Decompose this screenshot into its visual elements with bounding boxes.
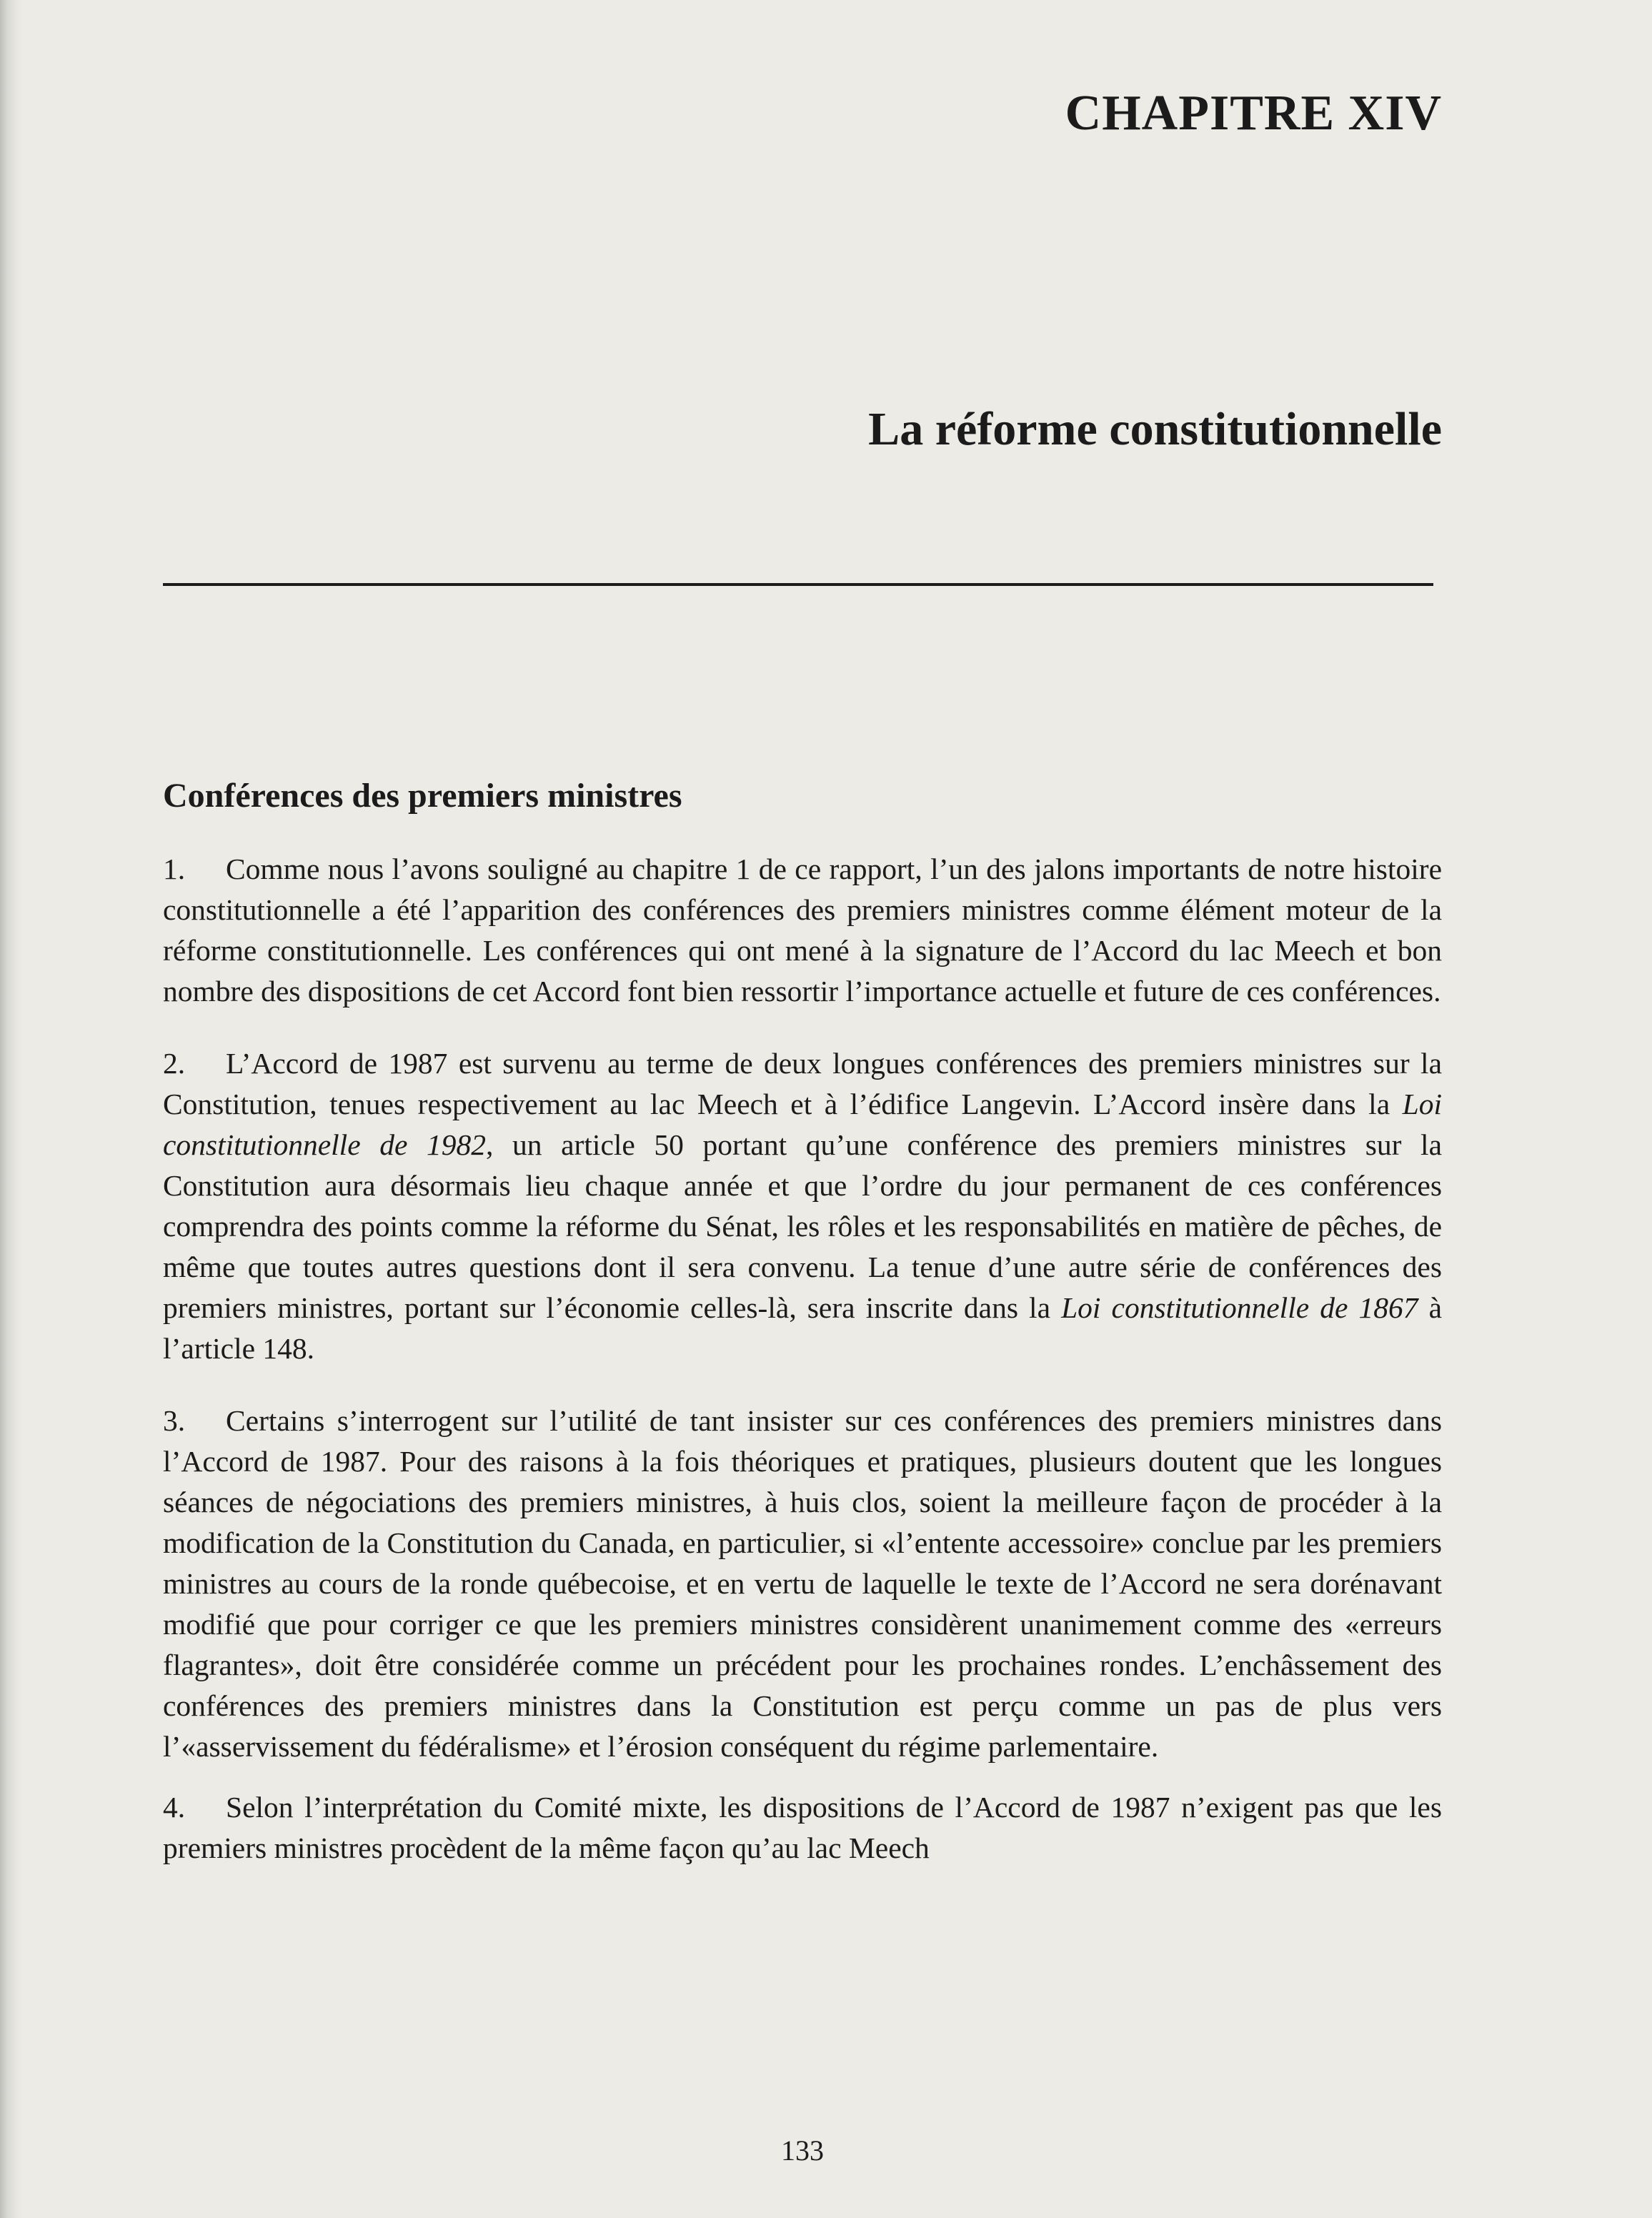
paragraph-text: Comme nous l’avons souligné au chapitre 1 de ce rapport, l’un des jalons importants de notre histoire constitutionnelle a été l’apparition des conférences des premiers ministres comme élément moteur de la réforme constitutionnelle. Les conférences qui ont mené à la signature de l’Accord du lac Meech et bon nombre des dispositions de cet Accord font bien ressortir l’importance actuelle et future de ces conférences. <box>163 852 1442 1008</box>
paragraph-text: L’Accord de 1987 est survenu au terme de deux longues conférences des premiers ministres sur la Constitution, tenues respectivement au lac Meech et à l’édifice Langevin. L’Accord insère dans la <box>163 1047 1442 1120</box>
paragraph-number: 1. <box>163 852 186 885</box>
paragraph-1 <box>163 849 1442 1012</box>
paragraph-text: , un article 50 portant qu’une conférence des premiers ministres sur la Constitution aura désormais lieu chaque année et que l’ordre du jour permanent de ces conférences comprendra des points comme la réforme du Sénat, les rôles et les responsabilités en matière de pêches, de même que toutes autres questions dont il sera convenu. La tenue d’une autre série de conférences des premiers ministres, portant sur l’économie celles-là, sera inscrite dans la <box>163 1128 1442 1324</box>
paragraph-2 <box>163 1043 1442 1369</box>
law-title: Loi constitutionnelle de 1982 <box>163 1088 1442 1161</box>
paragraph-3 <box>163 1401 1442 1767</box>
section-heading: Conférences des premiers ministres <box>163 777 682 815</box>
chapter-label: CHAPITRE XIV <box>1065 86 1442 141</box>
chapter-title: La réforme constitutionnelle <box>868 403 1442 455</box>
paragraph-4 <box>163 1787 1442 1869</box>
binding-edge <box>0 0 21 2218</box>
page-number: 133 <box>781 2134 824 2167</box>
law-title: Loi constitutionnelle de 1867 <box>1061 1291 1418 1324</box>
paragraph-number: 2. <box>163 1047 186 1080</box>
title-divider <box>163 583 1433 586</box>
paragraph-number: 3. <box>163 1404 186 1437</box>
paragraph-number: 4. <box>163 1791 186 1824</box>
paragraph-text: à l’article 148. <box>163 1291 1443 1365</box>
paragraph-text: Selon l’interprétation du Comité mixte, les dispositions de l’Accord de 1987 n’exigent pas que les premiers ministres procèdent de la même façon qu’au lac Meech <box>163 1791 1442 1864</box>
body-text <box>163 849 1442 1900</box>
paragraph-text: Certains s’interrogent sur l’utilité de tant insister sur ces conférences des premiers ministres dans l’Accord de 1987. Pour des raisons à la fois théoriques et pratiques, plusieurs doutent que les longues séances de négociations des premiers ministres, à huis clos, soient la meilleure façon de procéder à la modification de la Constitution du Canada, en particulier, si «l’entente accessoire» conclue par les premiers ministres au cours de la ronde québecoise, et en vertu de laquelle le texte de l’Accord ne sera dorénavant modifié que pour corriger ce que les premiers ministres considèrent unanimement comme des «erreurs flagrantes», doit être considérée comme un précédent pour les prochaines rondes. L’enchâssement des conférences des premiers ministres dans la Constitution est perçu comme un pas de plus vers l’«asservissement du fédéralisme» et l’érosion conséquent du régime parlementaire. <box>163 1404 1442 1763</box>
document-page <box>163 79 1442 2194</box>
